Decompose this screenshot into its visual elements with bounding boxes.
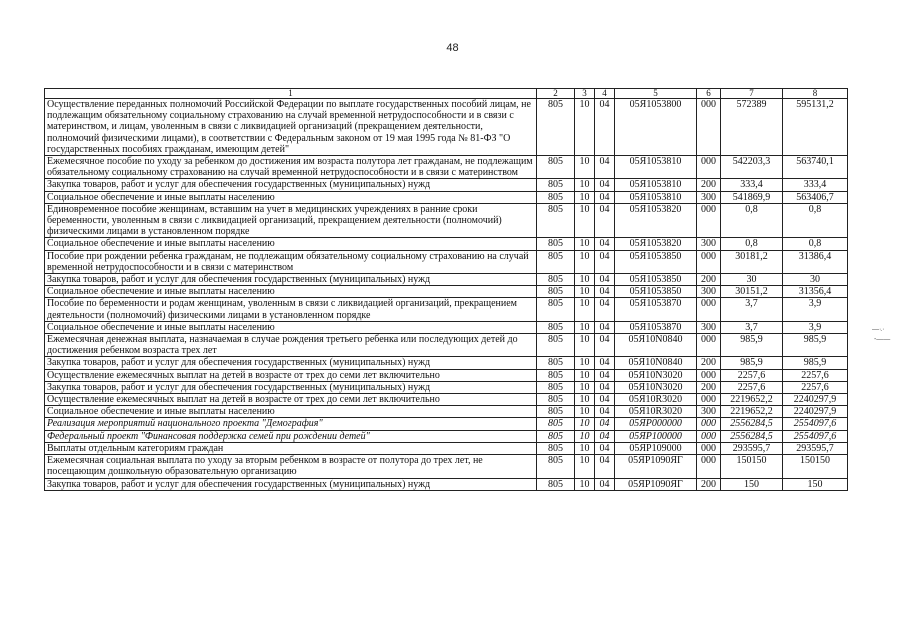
division-code-cell: 10 bbox=[575, 99, 595, 156]
header-cell: 8 bbox=[783, 89, 848, 99]
target-article-cell: 05Я1053850 bbox=[615, 274, 697, 286]
expense-type-cell: 000 bbox=[697, 250, 721, 273]
subdivision-code-cell: 04 bbox=[595, 394, 615, 406]
division-code-cell: 10 bbox=[575, 238, 595, 250]
section-code-cell: 805 bbox=[537, 455, 575, 478]
amount-year-2-cell: 150150 bbox=[783, 455, 848, 478]
subdivision-code-cell: 04 bbox=[595, 99, 615, 156]
header-cell: 7 bbox=[721, 89, 783, 99]
table-row bbox=[45, 250, 848, 273]
table-row bbox=[45, 286, 848, 298]
section-code-cell: 805 bbox=[537, 250, 575, 273]
target-article-cell: 05Я1053850 bbox=[615, 286, 697, 298]
amount-year-1-cell: 30181,2 bbox=[721, 250, 783, 273]
subdivision-code-cell: 04 bbox=[595, 381, 615, 393]
division-code-cell: 10 bbox=[575, 274, 595, 286]
table-row bbox=[45, 418, 848, 430]
target-article-cell: 05Я10N0840 bbox=[615, 334, 697, 357]
item-name-cell: Осуществление переданных полномочий Российской Федерации по выплате государственных пособий лицам, не подлежащим обязательному социальному страхованию на случай временной нетрудоспособности и в связи с материнством, и лицам, уволенным в связи с ликвидацией организаций (прекращением деятельности, полномочий физическими лицами), в соответствии с Федеральным законом от 19 мая 1995 года № 81-ФЗ "О государственных пособиях гражданам, имеющим детей" bbox=[45, 99, 537, 156]
item-name-cell: Социальное обеспечение и иные выплаты населению bbox=[45, 191, 537, 203]
subdivision-code-cell: 04 bbox=[595, 179, 615, 191]
table-row bbox=[45, 442, 848, 454]
target-article-cell: 05ЯР1090ЯГ bbox=[615, 478, 697, 490]
target-article-cell: 05Я1053870 bbox=[615, 321, 697, 333]
expense-type-cell: 000 bbox=[697, 156, 721, 179]
amount-year-2-cell: 2257,6 bbox=[783, 369, 848, 381]
expense-type-cell: 200 bbox=[697, 179, 721, 191]
amount-year-2-cell: 563406,7 bbox=[783, 191, 848, 203]
division-code-cell: 10 bbox=[575, 406, 595, 418]
division-code-cell: 10 bbox=[575, 478, 595, 490]
header-cell: 4 bbox=[595, 89, 615, 99]
item-name-cell: Осуществление ежемесячных выплат на детей в возрасте от трех до семи лет включительно bbox=[45, 369, 537, 381]
item-name-cell: Ежемесячная социальная выплата по уходу за вторым ребенком в возрасте от полутора до трех лет, не посещающим дошкольную образовательную организацию bbox=[45, 455, 537, 478]
amount-year-1-cell: 0,8 bbox=[721, 203, 783, 238]
expense-type-cell: 000 bbox=[697, 418, 721, 430]
subdivision-code-cell: 04 bbox=[595, 478, 615, 490]
amount-year-2-cell: 2554097,6 bbox=[783, 418, 848, 430]
amount-year-1-cell: 2556284,5 bbox=[721, 418, 783, 430]
subdivision-code-cell: 04 bbox=[595, 191, 615, 203]
expense-type-cell: 200 bbox=[697, 274, 721, 286]
section-code-cell: 805 bbox=[537, 478, 575, 490]
target-article-cell: 05Я1053870 bbox=[615, 298, 697, 321]
expense-type-cell: 300 bbox=[697, 321, 721, 333]
target-article-cell: 05Я10N3020 bbox=[615, 381, 697, 393]
table-row bbox=[45, 238, 848, 250]
division-code-cell: 10 bbox=[575, 418, 595, 430]
section-code-cell: 805 bbox=[537, 394, 575, 406]
amount-year-1-cell: 2257,6 bbox=[721, 381, 783, 393]
item-name-cell: Федеральный проект "Финансовая поддержка семей при рождении детей" bbox=[45, 430, 537, 442]
division-code-cell: 10 bbox=[575, 381, 595, 393]
subdivision-code-cell: 04 bbox=[595, 298, 615, 321]
amount-year-2-cell: 0,8 bbox=[783, 203, 848, 238]
section-code-cell: 805 bbox=[537, 274, 575, 286]
target-article-cell: 05Я1053810 bbox=[615, 179, 697, 191]
header-cell: 5 bbox=[615, 89, 697, 99]
amount-year-2-cell: 985,9 bbox=[783, 334, 848, 357]
table-row bbox=[45, 99, 848, 156]
amount-year-2-cell: 293595,7 bbox=[783, 442, 848, 454]
amount-year-2-cell: 3,9 bbox=[783, 321, 848, 333]
expense-type-cell: 000 bbox=[697, 430, 721, 442]
item-name-cell: Закупка товаров, работ и услуг для обеспечения государственных (муниципальных) нужд bbox=[45, 179, 537, 191]
target-article-cell: 05Я1053820 bbox=[615, 203, 697, 238]
target-article-cell: 05ЯР100000 bbox=[615, 430, 697, 442]
table-row bbox=[45, 478, 848, 490]
expense-type-cell: 300 bbox=[697, 286, 721, 298]
subdivision-code-cell: 04 bbox=[595, 286, 615, 298]
expense-type-cell: 000 bbox=[697, 369, 721, 381]
expense-type-cell: 200 bbox=[697, 478, 721, 490]
table-row bbox=[45, 357, 848, 369]
section-code-cell: 805 bbox=[537, 286, 575, 298]
section-code-cell: 805 bbox=[537, 238, 575, 250]
item-name-cell: Социальное обеспечение и иные выплаты населению bbox=[45, 321, 537, 333]
section-code-cell: 805 bbox=[537, 156, 575, 179]
table-row bbox=[45, 369, 848, 381]
amount-year-1-cell: 30 bbox=[721, 274, 783, 286]
target-article-cell: 05Я1053810 bbox=[615, 156, 697, 179]
item-name-cell: Закупка товаров, работ и услуг для обеспечения государственных (муниципальных) нужд bbox=[45, 357, 537, 369]
table-row bbox=[45, 430, 848, 442]
item-name-cell: Единовременное пособие женщинам, вставшим на учет в медицинских учреждениях в ранние сроки беременности, уволенным в связи с ликвидацией организаций, прекращением деятельности (полномочий) физическими лицами в установленном порядке bbox=[45, 203, 537, 238]
subdivision-code-cell: 04 bbox=[595, 321, 615, 333]
item-name-cell: Закупка товаров, работ и услуг для обеспечения государственных (муниципальных) нужд bbox=[45, 274, 537, 286]
scan-artifact: — ·. · bbox=[872, 326, 884, 333]
item-name-cell: Ежемесячная денежная выплата, назначаемая в случае рождения третьего ребенка или последующих детей до достижения ребенком возраста трех лет bbox=[45, 334, 537, 357]
subdivision-code-cell: 04 bbox=[595, 369, 615, 381]
expense-type-cell: 000 bbox=[697, 99, 721, 156]
amount-year-2-cell: 30 bbox=[783, 274, 848, 286]
table-header-row bbox=[45, 89, 848, 99]
subdivision-code-cell: 04 bbox=[595, 455, 615, 478]
amount-year-2-cell: 2554097,6 bbox=[783, 430, 848, 442]
amount-year-2-cell: 150 bbox=[783, 478, 848, 490]
section-code-cell: 805 bbox=[537, 99, 575, 156]
header-cell: 2 bbox=[537, 89, 575, 99]
table-row bbox=[45, 455, 848, 478]
table-row bbox=[45, 381, 848, 393]
target-article-cell: 05Я1053850 bbox=[615, 250, 697, 273]
amount-year-1-cell: 2219652,2 bbox=[721, 406, 783, 418]
amount-year-1-cell: 0,8 bbox=[721, 238, 783, 250]
header-cell: 6 bbox=[697, 89, 721, 99]
expense-type-cell: 000 bbox=[697, 334, 721, 357]
division-code-cell: 10 bbox=[575, 179, 595, 191]
subdivision-code-cell: 04 bbox=[595, 357, 615, 369]
amount-year-2-cell: 2257,6 bbox=[783, 381, 848, 393]
expense-type-cell: 300 bbox=[697, 191, 721, 203]
target-article-cell: 05Я10R3020 bbox=[615, 394, 697, 406]
table-row bbox=[45, 191, 848, 203]
amount-year-2-cell: 0,8 bbox=[783, 238, 848, 250]
division-code-cell: 10 bbox=[575, 369, 595, 381]
subdivision-code-cell: 04 bbox=[595, 203, 615, 238]
amount-year-2-cell: 563740,1 bbox=[783, 156, 848, 179]
subdivision-code-cell: 04 bbox=[595, 442, 615, 454]
amount-year-1-cell: 572389 bbox=[721, 99, 783, 156]
amount-year-1-cell: 542203,3 bbox=[721, 156, 783, 179]
table-row bbox=[45, 203, 848, 238]
item-name-cell: Закупка товаров, работ и услуг для обеспечения государственных (муниципальных) нужд bbox=[45, 381, 537, 393]
section-code-cell: 805 bbox=[537, 430, 575, 442]
amount-year-1-cell: 985,9 bbox=[721, 357, 783, 369]
division-code-cell: 10 bbox=[575, 156, 595, 179]
item-name-cell: Реализация мероприятий национального проекта "Демография" bbox=[45, 418, 537, 430]
amount-year-2-cell: 333,4 bbox=[783, 179, 848, 191]
amount-year-1-cell: 541869,9 bbox=[721, 191, 783, 203]
target-article-cell: 05Я10R3020 bbox=[615, 406, 697, 418]
amount-year-2-cell: 2240297,9 bbox=[783, 406, 848, 418]
target-article-cell: 05Я10N0840 bbox=[615, 357, 697, 369]
table-row bbox=[45, 321, 848, 333]
amount-year-1-cell: 3,7 bbox=[721, 298, 783, 321]
target-article-cell: 05ЯР109000 bbox=[615, 442, 697, 454]
section-code-cell: 805 bbox=[537, 334, 575, 357]
table-row bbox=[45, 274, 848, 286]
division-code-cell: 10 bbox=[575, 357, 595, 369]
target-article-cell: 05Я1053810 bbox=[615, 191, 697, 203]
amount-year-1-cell: 150 bbox=[721, 478, 783, 490]
subdivision-code-cell: 04 bbox=[595, 430, 615, 442]
subdivision-code-cell: 04 bbox=[595, 406, 615, 418]
section-code-cell: 805 bbox=[537, 203, 575, 238]
division-code-cell: 10 bbox=[575, 321, 595, 333]
division-code-cell: 10 bbox=[575, 430, 595, 442]
expense-type-cell: 000 bbox=[697, 442, 721, 454]
scan-artifact: - — — bbox=[874, 336, 890, 343]
expense-type-cell: 300 bbox=[697, 238, 721, 250]
expense-type-cell: 000 bbox=[697, 203, 721, 238]
division-code-cell: 10 bbox=[575, 334, 595, 357]
table-row bbox=[45, 298, 848, 321]
amount-year-2-cell: 31356,4 bbox=[783, 286, 848, 298]
subdivision-code-cell: 04 bbox=[595, 250, 615, 273]
division-code-cell: 10 bbox=[575, 286, 595, 298]
target-article-cell: 05Я1053800 bbox=[615, 99, 697, 156]
table-row bbox=[45, 179, 848, 191]
subdivision-code-cell: 04 bbox=[595, 238, 615, 250]
division-code-cell: 10 bbox=[575, 250, 595, 273]
header-cell: 1 bbox=[45, 89, 537, 99]
amount-year-1-cell: 2219652,2 bbox=[721, 394, 783, 406]
amount-year-2-cell: 595131,2 bbox=[783, 99, 848, 156]
target-article-cell: 05Я1053820 bbox=[615, 238, 697, 250]
item-name-cell: Выплаты отдельным категориям граждан bbox=[45, 442, 537, 454]
subdivision-code-cell: 04 bbox=[595, 418, 615, 430]
amount-year-2-cell: 2240297,9 bbox=[783, 394, 848, 406]
amount-year-1-cell: 2257,6 bbox=[721, 369, 783, 381]
section-code-cell: 805 bbox=[537, 191, 575, 203]
section-code-cell: 805 bbox=[537, 369, 575, 381]
item-name-cell: Социальное обеспечение и иные выплаты населению bbox=[45, 406, 537, 418]
subdivision-code-cell: 04 bbox=[595, 274, 615, 286]
expense-type-cell: 000 bbox=[697, 455, 721, 478]
section-code-cell: 805 bbox=[537, 321, 575, 333]
table-row bbox=[45, 406, 848, 418]
target-article-cell: 05ЯР000000 bbox=[615, 418, 697, 430]
table-row bbox=[45, 156, 848, 179]
amount-year-1-cell: 30151,2 bbox=[721, 286, 783, 298]
target-article-cell: 05Я10N3020 bbox=[615, 369, 697, 381]
target-article-cell: 05ЯР1090ЯГ bbox=[615, 455, 697, 478]
section-code-cell: 805 bbox=[537, 418, 575, 430]
amount-year-2-cell: 31386,4 bbox=[783, 250, 848, 273]
division-code-cell: 10 bbox=[575, 298, 595, 321]
section-code-cell: 805 bbox=[537, 381, 575, 393]
section-code-cell: 805 bbox=[537, 406, 575, 418]
item-name-cell: Социальное обеспечение и иные выплаты населению bbox=[45, 238, 537, 250]
division-code-cell: 10 bbox=[575, 203, 595, 238]
item-name-cell: Закупка товаров, работ и услуг для обеспечения государственных (муниципальных) нужд bbox=[45, 478, 537, 490]
section-code-cell: 805 bbox=[537, 179, 575, 191]
item-name-cell: Ежемесячное пособие по уходу за ребенком до достижения им возраста полутора лет гражданам, не подлежащим обязательному социальному страхованию на случай временной нетрудоспособности и в связи с материнством bbox=[45, 156, 537, 179]
budget-table bbox=[44, 88, 848, 491]
page-number: 48 bbox=[446, 42, 459, 54]
division-code-cell: 10 bbox=[575, 442, 595, 454]
item-name-cell: Пособие по беременности и родам женщинам, уволенным в связи с ликвидацией организаций, прекращением деятельности (полномочий) физическими лицами в установленном порядке bbox=[45, 298, 537, 321]
amount-year-2-cell: 3,9 bbox=[783, 298, 848, 321]
amount-year-1-cell: 2556284,5 bbox=[721, 430, 783, 442]
item-name-cell: Социальное обеспечение и иные выплаты населению bbox=[45, 286, 537, 298]
amount-year-1-cell: 293595,7 bbox=[721, 442, 783, 454]
division-code-cell: 10 bbox=[575, 455, 595, 478]
subdivision-code-cell: 04 bbox=[595, 156, 615, 179]
section-code-cell: 805 bbox=[537, 357, 575, 369]
amount-year-1-cell: 3,7 bbox=[721, 321, 783, 333]
item-name-cell: Пособие при рождении ребенка гражданам, не подлежащим обязательному социальному страхованию на случай временной нетрудоспособности и в связи с материнством bbox=[45, 250, 537, 273]
header-cell: 3 bbox=[575, 89, 595, 99]
expense-type-cell: 000 bbox=[697, 298, 721, 321]
amount-year-2-cell: 985,9 bbox=[783, 357, 848, 369]
expense-type-cell: 200 bbox=[697, 381, 721, 393]
table-row bbox=[45, 334, 848, 357]
section-code-cell: 805 bbox=[537, 298, 575, 321]
expense-type-cell: 300 bbox=[697, 406, 721, 418]
section-code-cell: 805 bbox=[537, 442, 575, 454]
subdivision-code-cell: 04 bbox=[595, 334, 615, 357]
item-name-cell: Осуществление ежемесячных выплат на детей в возрасте от трех до семи лет включительно bbox=[45, 394, 537, 406]
table-row bbox=[45, 394, 848, 406]
expense-type-cell: 000 bbox=[697, 394, 721, 406]
division-code-cell: 10 bbox=[575, 191, 595, 203]
amount-year-1-cell: 150150 bbox=[721, 455, 783, 478]
amount-year-1-cell: 985,9 bbox=[721, 334, 783, 357]
amount-year-1-cell: 333,4 bbox=[721, 179, 783, 191]
expense-type-cell: 200 bbox=[697, 357, 721, 369]
division-code-cell: 10 bbox=[575, 394, 595, 406]
